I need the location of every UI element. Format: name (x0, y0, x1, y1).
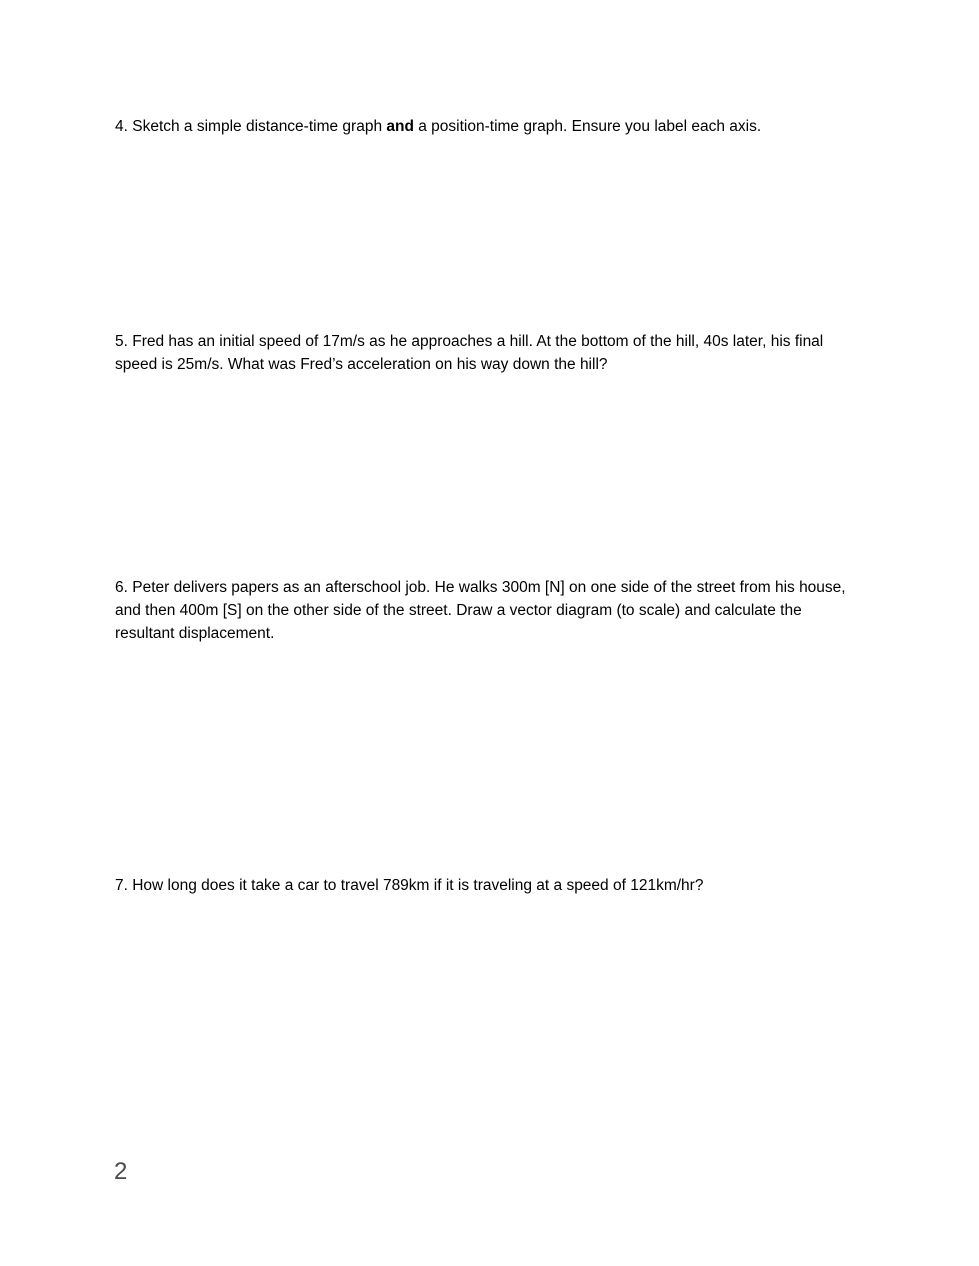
page-number: 2 (114, 1158, 128, 1185)
question-4-text-after: a position-time graph. Ensure you label each axis. (413, 118, 762, 135)
question-4-bold-and: and (386, 118, 414, 135)
question-4-text-before: 4. Sketch a simple distance-time graph (115, 118, 387, 135)
question-6: 6. Peter delivers papers as an afterschool job. He walks 300m [N] on one side of the street from his house, and then 400m [S] on the other side of the street. Draw a vector diagram (to scale) and calculate the resultant displacement. (115, 579, 846, 642)
question-7: 7. How long does it take a car to travel 789km if it is traveling at a speed of 121km/hr? (115, 877, 704, 894)
question-5: 5. Fred has an initial speed of 17m/s as he approaches a hill. At the bottom of the hill, 40s later, his final speed is 25m/s. What was Fred’s acceleration on his way down the hill? (115, 333, 824, 373)
question-4 (115, 115, 865, 138)
